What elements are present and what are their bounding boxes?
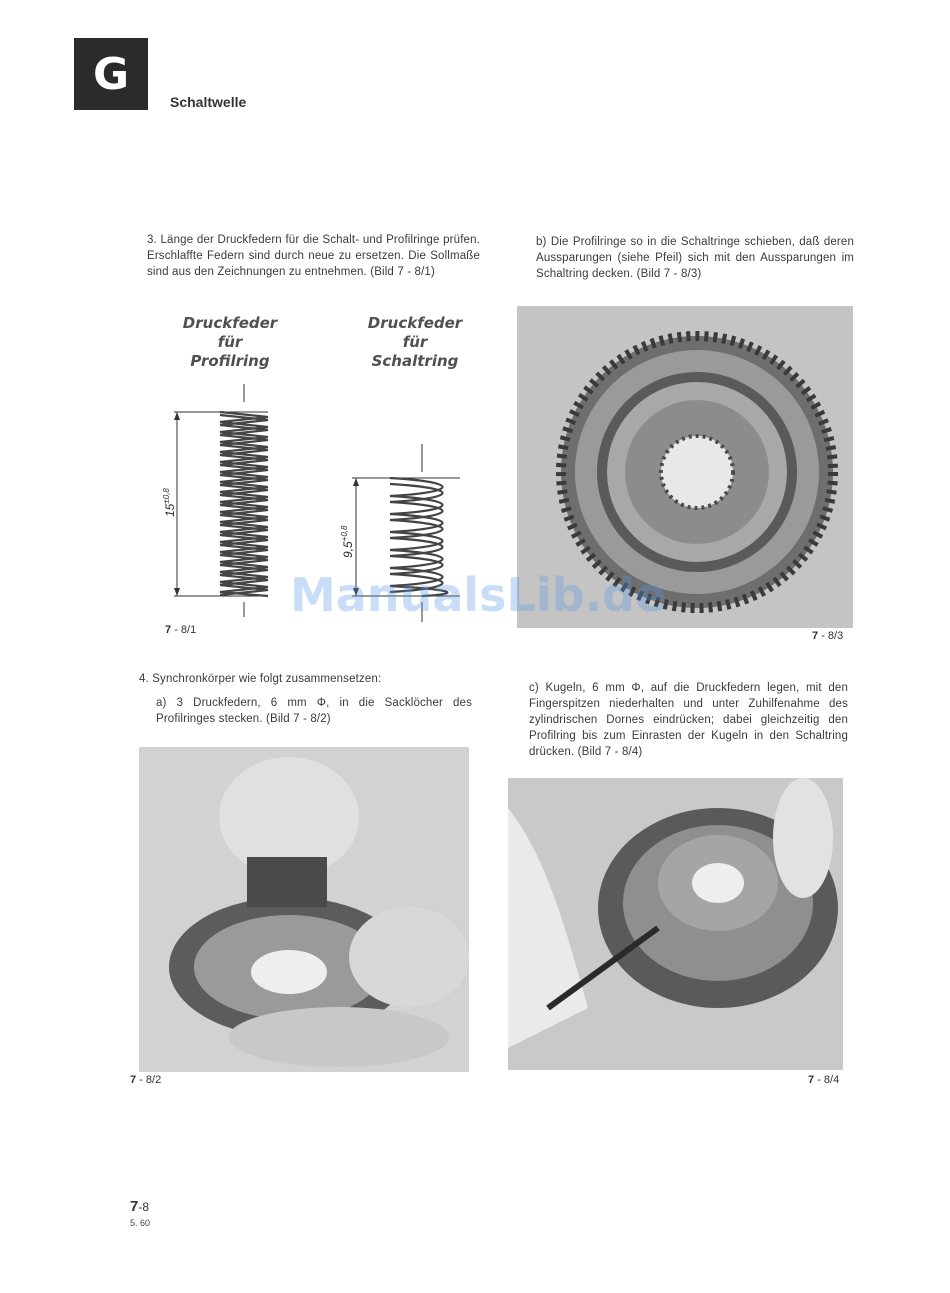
step-c-text: c) Kugeln, 6 mm Φ, auf die Druckfedern legen, mit den Fingerspitzen niederhalten und unter Zuhilfenahme des zylindrischen Dornes eindrücken; dabei gleichzeitig den Profilring bis zum Einrasten der Kugeln in den Schaltring drücken. (Bild 7 - 8/4) [529,682,848,758]
dim-profilring: $15^{\pm 0,8}$ [162,488,177,517]
section-title: Schaltwelle [170,94,247,110]
watermark: ManualsLib.de [290,568,667,622]
step-4a-text: a) 3 Druckfedern, 6 mm Φ, in die Sacklöcher des Profilringes stecken. (Bild 7 - 8/2) [156,697,472,725]
figure-caption-8-4: 7 - 8/4 [808,1074,840,1086]
photo-ball-insertion [508,778,843,1070]
photo-hands-springs [139,747,469,1072]
ball-insertion-image [508,778,843,1070]
dim-schaltring: $9,5^{+0,8}$ [340,525,355,558]
section-badge [74,38,148,110]
page-number: 7-8 [130,1198,150,1215]
date-code: 5. 60 [130,1218,151,1228]
figure-caption-8-1: 7 - 8/1 [165,624,197,636]
step-4-text: 4. Synchronkörper wie folgt zusammensetzen: [139,673,382,685]
section-letter: G [92,48,130,100]
label-schaltring: Druckfeder für Schaltring [367,314,463,370]
step-b-text: b) Die Profilringe so in die Schaltringe schieben, daß deren Aussparungen (siehe Pfeil) sich mit den Aussparungen im Schaltring decken. (Bild 7 - 8/3) [536,236,854,280]
figure-caption-8-2: 7 - 8/2 [130,1074,162,1086]
label-profilring: Druckfeder für Profilring [182,314,278,370]
hands-springs-image [139,747,469,1072]
figure-caption-8-3: 7 - 8/3 [812,630,844,642]
step-3-text: 3. Länge der Druckfedern für die Schalt- und Profilringe prüfen. Erschlaffte Federn sind durch neue zu ersetzen. Die Sollmaße sind aus den Zeichnungen zu entnehmen. (Bild 7 - 8/1) [147,234,480,278]
